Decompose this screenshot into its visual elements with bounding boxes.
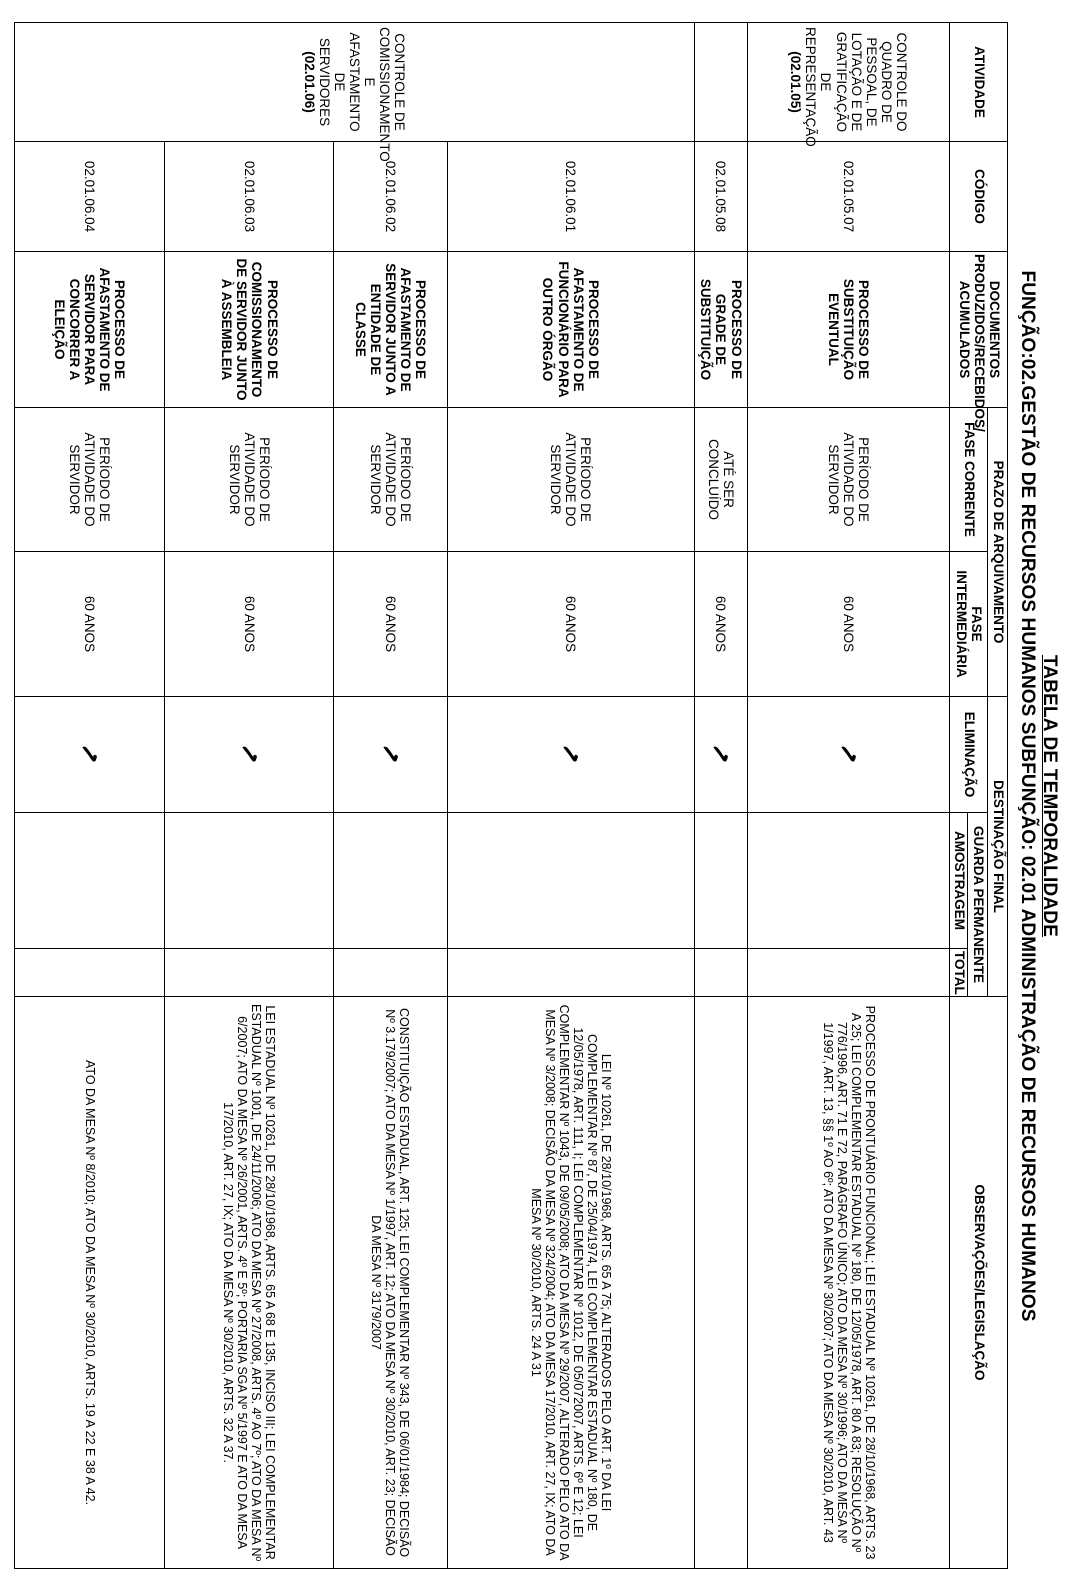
fase-corrente-cell: PERÍODO DE ATIVIDADE DO SERVIDOR <box>748 408 950 552</box>
header-atividade: ATIVIDADE <box>950 23 1008 142</box>
table-row <box>15 23 165 1569</box>
fase-corrente-cell: PERÍODO DE ATIVIDADE DO SERVIDOR <box>334 408 447 552</box>
amostragem-cell <box>447 813 694 949</box>
document-cell: PROCESSO DE AFASTAMENTO DE SERVIDOR JUNTO A ENTIDADE DE CLASSE <box>334 252 447 408</box>
document-title: TABELA DE TEMPORALIDADE <box>1039 654 1060 938</box>
check-mark-icon: ✓ <box>559 738 582 769</box>
total-cell <box>447 949 694 997</box>
eliminacao-cell <box>15 697 165 813</box>
check-mark-icon: ✓ <box>379 738 402 769</box>
header-fase-corrente: FASE CORRENTE <box>950 408 988 552</box>
code-cell: 02.01.05.07 <box>748 142 950 252</box>
fase-intermediaria-cell: 60 ANOS <box>694 552 748 697</box>
observacoes-cell: PROCESSO DE PRONTUÁRIO FUNCIONAL; LEI ESTADUAL Nº 10261, DE 28/10/1968, ARTS. 23 A 25; LEI COMPLEMENTAR ESTADUAL Nº 180, DE 12/05/1978, ART. 80 A 83; RESOLUÇÃO Nº 776/1996, ART. 71 E 72, PARÁGRAFO ÚNICO; ATO DA MESA Nº 30/1996; ATO DA MESA Nº 1/1997, ART. 13, §§ 1º AO 6º; ATO DA MESA Nº 30/2007; ATO DA MESA Nº 30/2010, ART. 43 <box>748 997 950 1569</box>
activity-code: (02.01.05) <box>788 51 804 113</box>
fase-corrente-cell: PERÍODO DE ATIVIDADE DO SERVIDOR <box>447 408 694 552</box>
amostragem-cell <box>694 813 748 949</box>
temporality-table <box>14 22 1008 1569</box>
header-total: TOTAL <box>950 949 968 997</box>
header-destinacao: DESTINAÇÃO FINAL <box>988 697 1008 997</box>
document-cell: PROCESSO DE GRADE DE SUBSTITUIÇÃO <box>694 252 748 408</box>
header-fase-intermediaria: FASE INTERMEDIÁRIA <box>950 552 988 697</box>
activity-cell <box>748 23 950 147</box>
header-documentos: DOCUMENTOS PRODUZIDOS/RECEBIDOS/ ACUMULADOS <box>950 252 1008 408</box>
check-mark-icon: ✓ <box>710 738 732 769</box>
amostragem-cell <box>334 813 447 949</box>
fase-intermediaria-cell: 60 ANOS <box>15 552 165 697</box>
eliminacao-cell <box>447 697 694 813</box>
fase-corrente-cell: PERÍODO DE ATIVIDADE DO SERVIDOR <box>165 408 334 552</box>
observacoes-cell: CONSTITUIÇÃO ESTADUAL, ART. 125; LEI COMPLEMENTAR Nº 343, DE 06/01/1984; DECISÃO Nº 3.179/2007; ATO DA MESA Nº 1/1997, ART. 12; ATO DA MESA Nº 30/2010, ART. 23; DECISÃO DA MESA Nº 3179/2007 <box>334 997 447 1569</box>
eliminacao-cell <box>165 697 334 813</box>
fase-corrente-cell: ATÉ SER CONCLUÍDO <box>694 408 748 552</box>
fase-intermediaria-cell: 60 ANOS <box>334 552 447 697</box>
table-row <box>165 23 334 1569</box>
code-cell: 02.01.06.01 <box>447 142 694 252</box>
table-row <box>447 23 694 1569</box>
code-cell: 02.01.06.04 <box>15 142 165 252</box>
fase-intermediaria-cell: 60 ANOS <box>447 552 694 697</box>
check-mark-icon: ✓ <box>837 738 860 769</box>
total-cell <box>165 949 334 997</box>
header-guarda-permanente: GUARDA PERMANENTE <box>968 813 988 997</box>
document-cell: PROCESSO DE AFASTAMENTO DE FUNCIONÁRIO PARA OUTRO ÓRGÃO <box>447 252 694 408</box>
code-cell: 02.01.06.02 <box>334 142 447 252</box>
eliminacao-cell <box>748 697 950 813</box>
header-observacoes: OBSERVAÇÕES/LEGISLAÇÃO <box>950 997 1008 1569</box>
header-eliminacao: ELIMINAÇÃO <box>950 697 988 813</box>
observacoes-cell: ATO DA MESA Nº 8/2010; ATO DA MESA Nº 30/2010, ARTS. 19 A 22 E 38 A 42. <box>15 997 165 1569</box>
document-cell: PROCESSO DE AFASTAMENTO DE SERVIDOR PARA CONCORRER A ELEIÇÃO <box>15 252 165 408</box>
check-mark-icon: ✓ <box>78 738 101 769</box>
total-cell <box>694 949 748 997</box>
observacoes-cell: LEI ESTADUAL Nº 10261, DE 28/10/1968, ARTS. 65 A 68 E 135, INCISO III; LEI COMPLEMENTAR ESTADUAL Nº 1001, DE 24/11/2006; ATO DA MESA Nº 27/2008, ARTS. 4º AO 7º; ATO DA MESA Nº 6/2007; ATO DA MESA Nº 26/2001, ARTS. 4º E 5º; PORTARIA SGA Nº 5/1997 E ATO DA MESA 17/2010, ART. 27, IX; ATO DA MESA Nº 30/2010, ARTS. 32 A 37. <box>165 997 334 1569</box>
code-cell: 02.01.06.03 <box>165 142 334 252</box>
amostragem-cell <box>165 813 334 949</box>
table-row <box>748 23 950 1569</box>
total-cell <box>334 949 447 997</box>
activity-code: (02.01.06) <box>301 51 317 113</box>
observacoes-cell: LEI Nº 10261, DE 28/10/1968, ARTS. 65 A 75; ALTERADOS PELO ART. 1º DA LEI COMPLEMENTAR Nº 87, DE 25/04/1974, LEI COMPLEMENTAR ESTADUAL Nº 180, DE 12/05/1978, ART. 111, I; LEI COMPLEMENTAR Nº 1012, DE 05/072007, ARTS. 6º E 12; LEI COMPLEMENTAR Nº 1043, DE 09/05/2008; ATO DA MESA Nº 29/2007, ALTERADO PELO ATO DA MESA Nº 3/2008; DECISÃO DA MESA Nº 324/2004; ATO DA MESA 17/2010, ART. 27, IX; ATO DA MESA Nº 30/2010, ARTS. 24 A 31 <box>447 997 694 1569</box>
eliminacao-cell <box>694 697 748 813</box>
table-row <box>334 23 447 1569</box>
total-cell <box>748 949 950 997</box>
header-codigo: CÓDIGO <box>950 142 1008 252</box>
activity-label: CONTROLE DE COMISSIONAMENTO E AFASTAMENTO DE SERVIDORES <box>316 27 408 162</box>
header-amostragem: AMOSTRAGEM <box>950 813 968 949</box>
fase-corrente-cell: PERÍODO DE ATIVIDADE DO SERVIDOR <box>15 408 165 552</box>
document-subtitle: FUNÇÃO:02.GESTÃO DE RECURSOS HUMANOS SUBFUNÇÃO: 02.01 ADMINISTRAÇÃO DE RECURSOS HUMANOS <box>1017 270 1038 1322</box>
amostragem-cell <box>748 813 950 949</box>
amostragem-cell <box>15 813 165 949</box>
fase-intermediaria-cell: 60 ANOS <box>165 552 334 697</box>
header-prazo: PRAZO DE ARQUIVAMENTO <box>988 408 1008 697</box>
observacoes-cell <box>694 997 748 1569</box>
table-row <box>694 23 748 1569</box>
activity-cell <box>15 23 695 162</box>
document-cell: PROCESSO DE COMISSIONAMENTO DE SERVIDOR JUNTO À ASSEMBLEIA <box>165 252 334 408</box>
activity-cell-empty <box>694 23 748 142</box>
total-cell <box>15 949 165 997</box>
code-cell: 02.01.05.08 <box>694 142 748 252</box>
check-mark-icon: ✓ <box>238 738 261 769</box>
activity-label: CONTROLE DO QUADRO DE PESSOAL, DE LOTAÇÃO E DE GRATIFICAÇÃO DE REPRESENTAÇÃO <box>803 27 910 147</box>
eliminacao-cell <box>334 697 447 813</box>
fase-intermediaria-cell: 60 ANOS <box>748 552 950 697</box>
document-cell: PROCESSO DE SUBSTITUIÇÃO EVENTUAL <box>748 252 950 408</box>
